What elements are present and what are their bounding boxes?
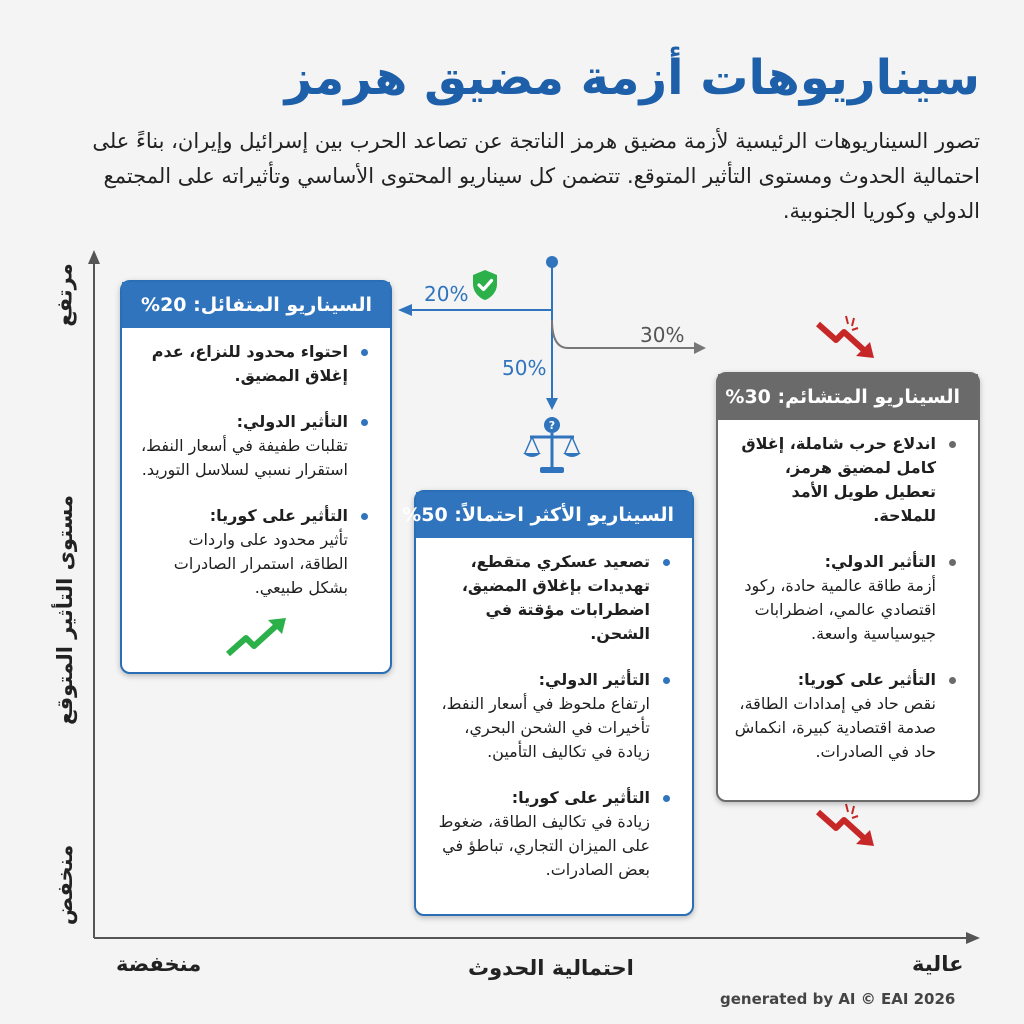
impact-text: نقص حاد في إمدادات الطاقة، صدمة اقتصادية كبيرة، انكماش حاد في الصادرات. — [734, 694, 936, 761]
scenario-summary: احتواء محدود للنزاع، عدم إغلاق المضيق. — [136, 340, 370, 388]
korea-impact — [136, 504, 370, 600]
x-axis-arrowhead — [966, 932, 980, 944]
y-axis-low-label: منخفض — [52, 844, 77, 926]
scenario-header-optimistic: السيناريو المتفائل: 20% — [122, 282, 390, 328]
scenario-card-pessimistic — [716, 372, 980, 802]
international-impact — [732, 550, 958, 646]
impact-text: ارتفاع ملحوظ في أسعار النفط، تأخيرات في الشحن البحري، زيادة في تكاليف التأمين. — [441, 694, 650, 761]
trend-down-icon — [812, 802, 882, 852]
korea-impact — [430, 786, 672, 882]
impact-text: أزمة طاقة عالمية حادة، ركود اقتصادي عالمي، اضطرابات جيوسياسية واسعة. — [744, 576, 936, 643]
korea-impact — [732, 668, 958, 764]
y-axis-high-label: مرتفع — [52, 263, 77, 327]
page-title: سيناريوهات أزمة مضيق هرمز — [284, 50, 980, 106]
x-axis-title: احتمالية الحدوث — [468, 956, 634, 980]
impact-text: زيادة في تكاليف الطاقة، ضغوط على الميزان التجاري، تباطؤ في بعض الصادرات. — [438, 812, 650, 879]
branch-right-arrowhead — [694, 342, 706, 354]
branch-left-percent: 20% — [424, 282, 469, 306]
scales-icon — [520, 415, 584, 477]
impact-heading: التأثير على كوريا: — [797, 670, 936, 689]
intro-text: تصور السيناريوهات الرئيسية لأزمة مضيق هرمز الناتجة عن تصاعد الحرب بين إسرائيل وإيران، بناءً على احتمالية الحدوث ومستوى التأثير المتوقع. تتضمن كل سيناريو المحتوى الأساسي وتأثيراته على المجتمع الدولي وكوريا الجنوبية. — [92, 129, 980, 223]
branch-left-arrowhead — [398, 304, 412, 316]
impact-text: تأثير محدود على واردات الطاقة، استمرار الصادرات بشكل طبيعي. — [173, 530, 348, 597]
scenario-card-likely — [402, 490, 694, 916]
trend-up-icon — [222, 616, 292, 660]
impact-heading: التأثير على كوريا: — [209, 506, 348, 525]
impact-heading: التأثير الدولي: — [236, 412, 348, 431]
impact-heading: التأثير على كوريا: — [511, 788, 650, 807]
impact-heading: التأثير الدولي: — [538, 670, 650, 689]
branch-down-arrowhead — [546, 398, 558, 410]
svg-text:?: ? — [548, 419, 556, 432]
trend-down-icon — [812, 314, 882, 364]
y-axis-title: مستوى التأثير المتوقع — [52, 494, 77, 726]
scenario-summary: تصعيد عسكري متقطع، تهديدات بإغلاق المضيق، اضطرابات مؤقتة في الشحن. — [430, 550, 672, 646]
impact-heading: التأثير الدولي: — [824, 552, 936, 571]
scenario-summary: اندلاع حرب شاملة، إغلاق كامل لمضيق هرمز، تعطيل طويل الأمد للملاحة. — [732, 432, 958, 528]
x-axis-high-label: عالية — [912, 952, 964, 976]
scenario-header-pessimistic: السيناريو المتشائم: 30% — [718, 374, 978, 420]
shield-check-icon — [470, 268, 500, 302]
impact-text: تقلبات طفيفة في أسعار النفط، استقرار نسبي لسلاسل التوريد. — [140, 436, 348, 479]
x-axis-low-label: منخفضة — [116, 952, 202, 976]
international-impact — [430, 668, 672, 764]
branch-right-percent: 30% — [640, 323, 685, 347]
international-impact — [136, 410, 370, 482]
footer-credit: generated by AI © EAI 2026 — [720, 990, 956, 1008]
scenario-header-likely: السيناريو الأكثر احتمالاً: 50% — [416, 492, 692, 538]
scenario-card-optimistic — [120, 280, 392, 674]
branch-down-percent: 50% — [502, 356, 547, 380]
